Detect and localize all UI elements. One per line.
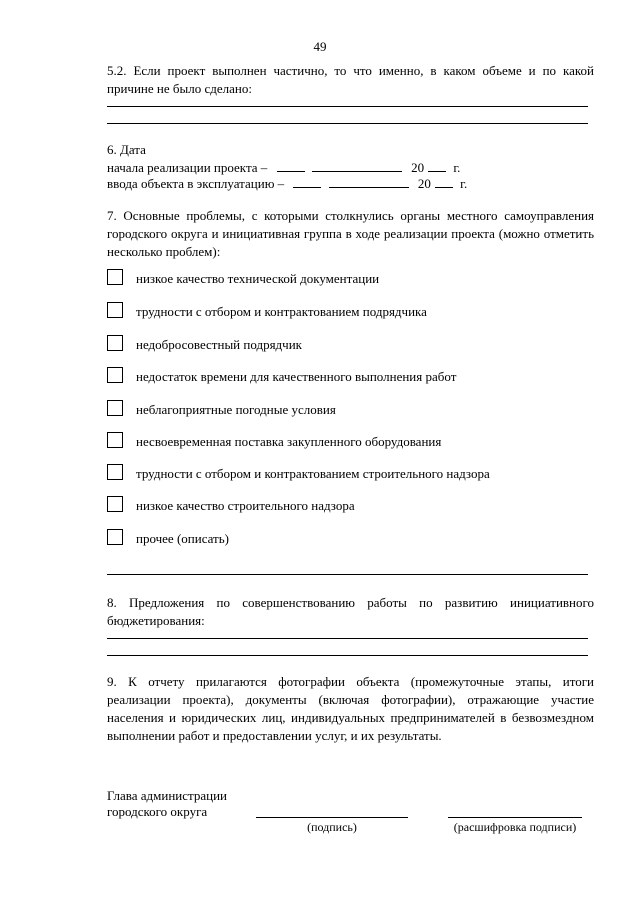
section-7-text: 7. Основные проблемы, с которыми столкнулись органы местного самоуправления городского округа и инициативная группа в ходе реализации проекта (можно отметить несколько проблем): — [107, 208, 594, 259]
checkbox[interactable] — [107, 302, 123, 318]
commission-month-field[interactable] — [329, 174, 409, 188]
commission-year-field[interactable] — [435, 174, 453, 188]
signatory-position-line1: Глава администрации — [107, 788, 228, 803]
problem-option-label: низкое качество технической документации — [136, 271, 380, 286]
problem-option-label: низкое качество строительного надзора — [136, 498, 355, 513]
section-5-2-text: 5.2. Если проект выполнен частично, то что именно, в каком объеме и по какой причине не было сделано: — [107, 63, 594, 96]
signature-decoding-caption: (расшифровка подписи) — [453, 820, 577, 834]
commission-year-suffix: г. — [460, 176, 468, 191]
problem-option-label: недостаток времени для качественного выполнения работ — [136, 369, 457, 384]
checkbox[interactable] — [107, 335, 123, 351]
problem-option-label: прочее (описать) — [136, 531, 229, 546]
problem-option-label: трудности с отбором и контрактованием строительного надзора — [136, 466, 490, 481]
signature-caption: (подпись) — [307, 820, 357, 834]
commission-day-field[interactable] — [293, 174, 321, 188]
start-day-field[interactable] — [277, 158, 305, 172]
commission-date-label: ввода объекта в эксплуатацию – — [107, 176, 285, 191]
page-number: 49 — [313, 39, 327, 54]
start-year-suffix: г. — [453, 160, 461, 175]
checkbox[interactable] — [107, 367, 123, 383]
problem-option-label: несвоевременная поставка закупленного оборудования — [136, 434, 442, 449]
checkbox[interactable] — [107, 496, 123, 512]
problem-option-label: неблагоприятные погодные условия — [136, 402, 336, 417]
answer-line-8-2[interactable] — [107, 655, 588, 656]
checkbox[interactable] — [107, 529, 123, 545]
checkbox[interactable] — [107, 464, 123, 480]
start-date-label: начала реализации проекта – — [107, 160, 268, 175]
commission-year-prefix: 20 — [417, 176, 431, 191]
section-9-text: 9. К отчету прилагаются фотографии объекта (промежуточные этапы, итоги реализации проекта), документы (включая фотографии), отражающие участие населения и юридических лиц, индивидуальных предпринимателей в безвозмездном выполнении работ и предоставлении услуг, и их результаты. — [107, 674, 594, 743]
section-8-text: 8. Предложения по совершенствованию работы по развитию инициативного бюджетирования: — [107, 595, 594, 628]
other-description-line[interactable] — [107, 574, 588, 575]
start-month-field[interactable] — [312, 158, 402, 172]
answer-line-8-1[interactable] — [107, 638, 588, 639]
checkbox[interactable] — [107, 400, 123, 416]
problem-option-label: трудности с отбором и контрактованием подрядчика — [136, 304, 427, 319]
signatory-position-line2: городского округа — [107, 804, 208, 819]
problem-option-label: недобросовестный подрядчик — [136, 337, 302, 352]
section-6-title: 6. Дата — [107, 142, 146, 157]
start-year-field[interactable] — [428, 158, 446, 172]
answer-line-5-2-1[interactable] — [107, 106, 588, 107]
commission-date-row — [107, 174, 467, 193]
checkbox[interactable] — [107, 432, 123, 448]
start-year-prefix: 20 — [411, 160, 425, 175]
answer-line-5-2-2[interactable] — [107, 123, 588, 124]
checkbox[interactable] — [107, 269, 123, 285]
